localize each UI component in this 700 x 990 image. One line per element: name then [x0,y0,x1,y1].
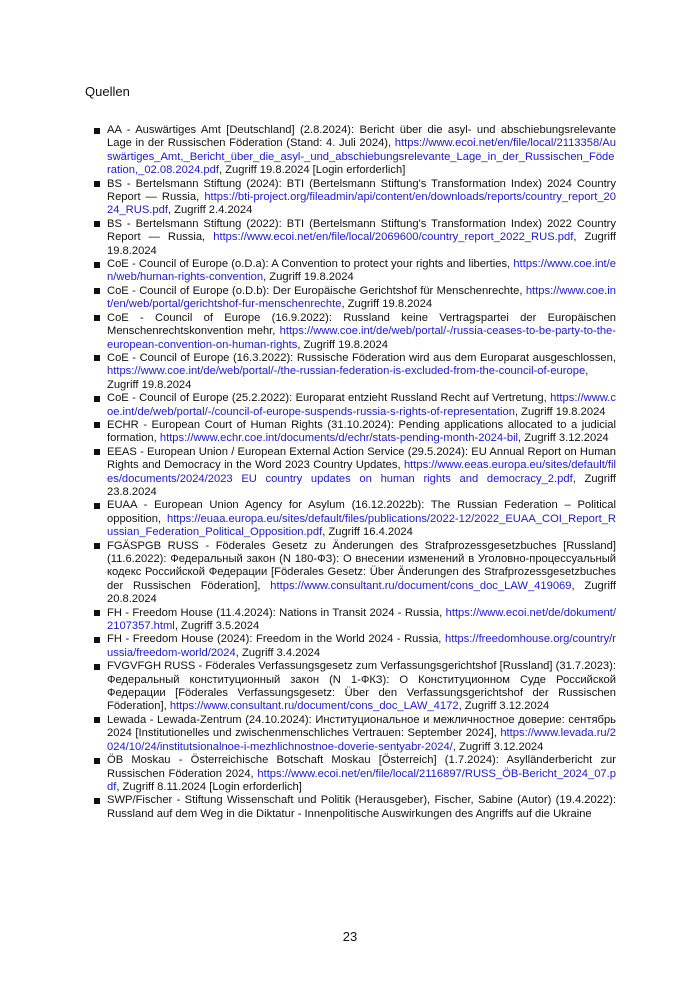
source-link[interactable]: https://www.coe.int/en/web/human-rights-convention [107,258,616,284]
entry-access: , Zugriff 3.4.2024 [235,646,321,659]
entry-text: Lewada - Lewada-Zentrum (24.10.2024): Институциональное и межличностное доверие: сентябрь 2024 [Institutionelles und zwischenmenschliches Vertrauen: September 2024], [107,713,616,740]
source-link[interactable]: https://www.coe.int/de/web/portal/-/russia-ceases-to-be-party-to-the-european-convention-on-human-rights [107,325,616,351]
entry-access: , Zugriff 19.8.2024 [107,231,616,257]
entry-text: EEAS - European Union / European External Action Service (29.5.2024): EU Annual Report on Human Rights and Democracy in the Word 2023 Country Updates, [107,445,616,472]
entry-access: , Zugriff 16.4.2024 [322,526,413,539]
entry-text: CoE - Council of Europe (25.2.2022): Europarat entzieht Russland Recht auf Vertretung, [107,392,551,405]
source-link[interactable]: https://www.eeas.europa.eu/sites/default/files/documents/2024/2023 EU country updates on human rights and democracy_2.pdf [107,459,616,485]
list-item [92,392,616,419]
source-link[interactable]: https://www.consultant.ru/document/cons_doc_LAW_419069 [270,579,572,592]
source-link[interactable]: https://www.levada.ru/2024/10/24/institutsionalnoe-i-mezhlichnostnoe-doverie-sentyabr-2024/ [107,727,616,753]
entry-text: FVGVFGH RUSS - Föderales Verfassungsgesetz zum Verfassungsgerichtshof [Russland] (31.7.2023): Федеральный конституционный закон (N 1-ФКЗ): О Конституционном Суде Российской Федерации [Föderales Verfassungsgesetz: Über den Verfassungsgerichtshof der Russischen Föderation], [107,660,616,713]
list-item [92,607,616,634]
source-link[interactable]: https://www.coe.int/de/web/portal/-/the-russian-federation-is-excluded-from-the-council-of-europe [107,365,586,378]
list-item [92,714,616,754]
entry-text: FH - Freedom House (2024): Freedom in the World 2024 - Russia, [107,633,445,646]
list-item [92,352,616,392]
list-item [92,218,616,258]
source-link[interactable]: https://euaa.europa.eu/sites/default/files/publications/2022-12/2022_EUAA_COI_Report_Russian_Federation_Political_Opposition.pdf [107,512,616,539]
list-item [92,540,616,607]
entry-access: , Zugriff 8.11.2024 [Login erforderlich] [116,780,302,793]
list-item [92,754,616,794]
list-item [92,794,616,821]
entry-access: , Zugriff 3.12.2024 [458,700,550,713]
source-link[interactable]: https://www.coe.int/de/web/portal/-/council-of-europe-suspends-russia-s-rights-of-representation [107,392,616,418]
list-item [92,499,616,539]
entry-text: FGÄSPGB RUSS - Föderales Gesetz zu Änderungen des Strafprozessgesetzbuches [Russland] (11.6.2022): Федеральный закон (N 180-ФЗ): О внесении изменений в Уголовно-процессуальный кодекс Российской Федерации [Föderales Gesetz: Über Änderungen des Strafprozessgesetzbuches der Russischen Föderation], [107,539,616,592]
source-link[interactable]: https://www.echr.coe.int/documents/d/echr/stats-pending-month-2024-bil [159,432,519,445]
entry-access: , Zugriff 19.8.2024 [Login erforderlich] [218,164,406,177]
page-number: 23 [342,929,358,944]
list-item [92,258,616,285]
entry-access: , Zugriff 3.12.2024 [452,740,544,753]
list-item [92,633,616,660]
entry-access: , Zugriff 19.8.2024 [297,338,388,351]
entry-access: , Zugriff 23.8.2024 [107,472,616,498]
list-item [92,178,616,218]
list-item [92,124,616,178]
entry-text: FH - Freedom House (11.4.2024): Nations in Transit 2024 - Russia, [107,606,446,619]
list-item [92,312,616,352]
entry-text: CoE - Council of Europe (16.9.2022): Russland keine Vertragspartei der Europäischen Menschenrechtskonvention mehr, [107,311,616,338]
entry-access: , Zugriff 19.8.2024 [263,271,354,284]
entry-access: , Zugriff 19.8.2024 [341,298,433,311]
source-link[interactable]: https://www.ecoi.net/en/file/local/2116897/RUSS_ÖB-Bericht_2024_07.pdf [107,767,616,793]
list-item [92,285,616,312]
source-link[interactable]: https://bti-project.org/fileadmin/api/content/en/downloads/reports/country_report_2024_RUS.pdf [107,191,616,217]
entry-text: ECHR - European Court of Human Rights (31.10.2024): Pending applications allocated to a judicial formation, [107,418,616,445]
source-link[interactable]: https://www.consultant.ru/document/cons_doc_LAW_4172 [169,700,459,713]
entry-access: , Zugriff 3.12.2024 [518,432,609,445]
entry-text: ÖB Moskau - Österreichische Botschaft Moskau [Österreich] (1.7.2024): Asylländerbericht zur Russischen Föderation 2024, [107,754,616,780]
source-link[interactable]: https://www.ecoi.net/de/dokument/2107357.html [107,606,616,633]
entry-access: , Zugriff 19.8.2024 [107,365,589,391]
entry-text: AA - Auswärtiges Amt [Deutschland] (2.8.2024): Bericht über die asyl- und abschiebungsrelevante Lage in der Russischen Föderation (Stand: 4. Juli 2024), [107,124,616,150]
source-link[interactable]: https://www.coe.int/en/web/portal/gerichtshof-fur-menschenrechte [107,284,616,311]
source-link[interactable]: https://www.ecoi.net/en/file/local/2113358/Auswärtiges_Amt,_Bericht_über_die_asyl-_und_abschiebungsrelevante_Lage_in_der_Russischen_Föderation,_02.08.2024.pdf [107,137,616,177]
source-list [92,124,616,821]
entry-text: BS - Bertelsmann Stiftung (2022): BTI (Bertelsmann Stiftung's Transformation Index) 2022 Country Report — Russia, [107,217,616,244]
entry-text: BS - Bertelsmann Stiftung (2024): BTI (Bertelsmann Stiftung's Transformation Index) 2024 Country Report — Russia, [107,177,616,204]
entry-access: , Zugriff 19.8.2024 [514,405,606,418]
list-item [92,660,616,714]
entry-text: EUAA - European Union Agency for Asylum (16.12.2022b): The Russian Federation – Political opposition, [107,499,616,525]
entry-access: , Zugriff 3.5.2024 [174,620,260,633]
list-item [92,446,616,500]
source-link[interactable]: https://freedomhouse.org/country/russia/freedom-world/2024 [107,633,616,659]
entry-text: CoE - Council of Europe (o.D.b): Der Europäische Gerichtshof für Menschenrechte, [107,284,526,297]
list-item [92,419,616,446]
entry-text: CoE - Council of Europe (o.D.a): A Convention to protect your rights and liberties, [107,258,514,271]
section-heading: Quellen [85,84,130,99]
entry-text: CoE - Council of Europe (16.3.2022): Russische Föderation wird aus dem Europarat ausgeschlossen, [107,351,616,364]
source-link[interactable]: https://www.ecoi.net/en/file/local/2069600/country_report_2022_RUS.pdf [213,231,574,244]
entry-text: SWP/Fischer - Stiftung Wissenschaft und Politik (Herausgeber), Fischer, Sabine (Autor) (19.4.2022): Russland auf dem Weg in die Diktatur - Innenpolitische Auswirkungen des Angriffs auf die Ukraine [107,794,616,820]
entry-access: , Zugriff 20.8.2024 [107,579,616,606]
entry-access: , Zugriff 2.4.2024 [167,204,253,217]
